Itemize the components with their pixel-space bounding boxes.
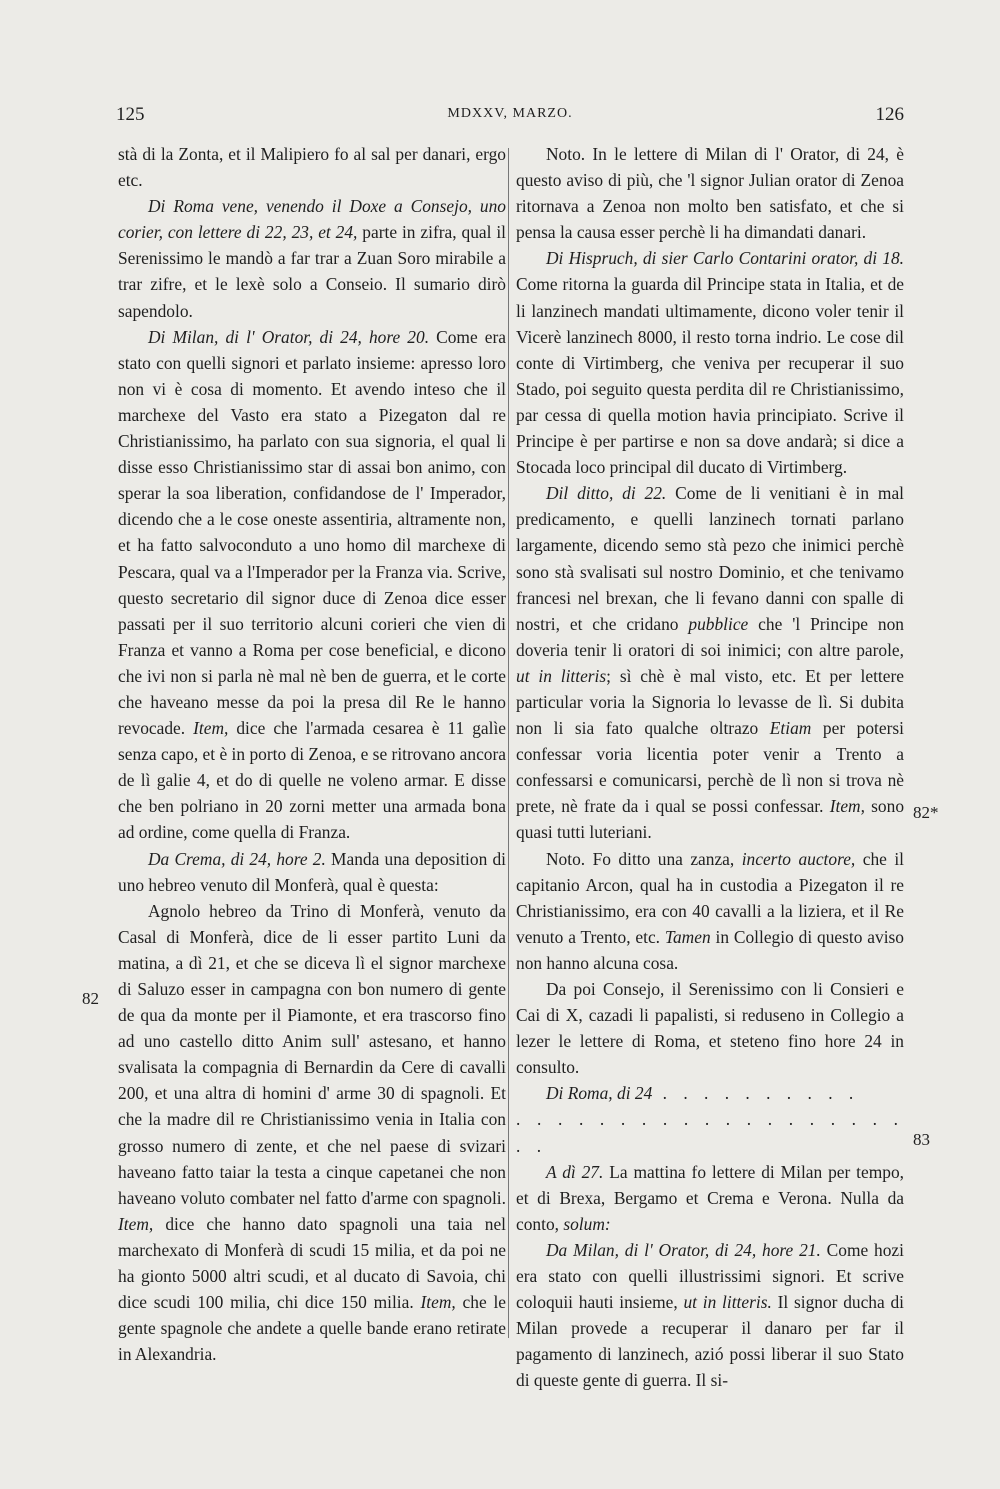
italic-text: Item, xyxy=(420,1292,456,1313)
paragraph xyxy=(118,846,506,898)
ellipsis-dots: . . . . . . . . . . xyxy=(652,1083,860,1104)
paragraph-text: Come de li venitiani è in mal predicamento, e quelli lanzinech tornati parlano largamente, dicendo semo stà pezo che inimici perchè sono stà svalisati sul nostro Dominio, et che tenivamo francesi nel brexan, che li fevano danni con spalle di nostri, et che cridano xyxy=(516,483,904,634)
heading-italic: Di Roma, di 24 xyxy=(546,1083,653,1104)
paragraph xyxy=(516,480,904,845)
running-title: MDXXV, MARZO. xyxy=(447,106,573,121)
paragraph-text: che 'l Principe non doveria tenir li oratori di soi inimici; con altre parole, xyxy=(516,613,905,660)
paragraph xyxy=(118,324,506,846)
paragraph xyxy=(516,245,904,480)
paragraph xyxy=(118,898,506,1368)
italic-text: Item, xyxy=(118,1213,154,1234)
paragraph-text: che il capitanio Arcon, qual ha in custodia a Pizegaton il re Christianissimo, era con 40 cavalli a la liziera, et il Re venuto a Trento, etc. xyxy=(516,848,904,947)
italic-text: Etiam xyxy=(769,718,812,739)
heading-italic: A dì 27. xyxy=(546,1161,604,1182)
page-header xyxy=(116,104,904,132)
heading-italic: Di Roma vene, venendo il Doxe a Consejo, uno corier, con lettere di 22, 23, et 24, xyxy=(118,196,506,243)
paragraph-text: dice che hanno dato spagnoli una taia nel marchexato di Monferà di scudi 15 milia, et da poi ne ha gionto 5000 altri scudi, et al ducato di Savoia, chi dice scudi 100 milia, chi dice 150 milia. xyxy=(118,1213,506,1313)
italic-text: Item, xyxy=(193,718,229,739)
paragraph-text: dice che l'armada cesarea è 11 galìe senza capo, et è in porto di Zenoa, e se ritrovano ancora de lì galie 4, et do di quelle ne voleno armar. E disse che ben polriano in 20 zorni metter una armada bona ad ordine, come quella di Franza. xyxy=(118,718,506,843)
paragraph-text: parte in zifra, qual il Serenissimo le mandò a far trar a Zuan Soro mirabile a trar zifre, et le lexè solo a Conseio. Il sumario dirò sapendolo. xyxy=(118,222,506,321)
paragraph xyxy=(516,1237,904,1394)
left-column xyxy=(118,141,506,1367)
paragraph-text: La mattina fo lettere di Milan per tempo, et di Brexa, Bergamo et Crema e Verona. Nulla da conto, xyxy=(516,1161,904,1234)
paragraph-text: Come hozi era stato con quelli illustrissimi signori. Et scrive coloquii hauti insieme, xyxy=(516,1239,904,1313)
paragraph: Noto. In le lettere di Milan di l' Orator, di 24, è questo aviso di più, che 'l signor Julian orator di Zenoa ritornava a Zenoa non molto ben satisfato, et che si pensa la causa esser perchè li ha dimandati danari. xyxy=(516,144,904,243)
paragraph xyxy=(516,1080,904,1106)
margin-number-left: 82 xyxy=(82,989,99,1008)
italic-text: ut in litteris xyxy=(516,665,607,686)
margin-number-right: 83 xyxy=(913,1130,930,1149)
heading-italic: Dil ditto, di 22. xyxy=(546,483,667,504)
heading-italic: Di Milan, di l' Orator, di 24, hore 20. xyxy=(148,326,430,347)
paragraph-text: sono quasi tutti luteriani. xyxy=(516,796,905,843)
italic-text: ut in litteris. xyxy=(683,1292,772,1313)
heading-italic: Da Milan, di l' Orator, di 24, hore 21. xyxy=(546,1239,821,1260)
heading-italic: Di Hispruch, di sier Carlo Contarini orator, di 18. xyxy=(546,248,904,269)
margin-number-right-star: 82* xyxy=(913,803,939,822)
italic-text: Item, xyxy=(829,796,865,817)
italic-text: solum: xyxy=(563,1213,611,1234)
page-number-right: 126 xyxy=(875,104,904,125)
italic-text: pubblice xyxy=(688,613,749,634)
paragraph-text: Il signor ducha di Milan provede a recuperar il danaro per far il pagamento di lanzinech, azió possi liberar il suo Stato di queste gente di guerra. Il si- xyxy=(516,1292,905,1391)
paragraph-text: Noto. Fo ditto una zanza, xyxy=(546,848,742,869)
italic-text: incerto auctore, xyxy=(741,848,856,869)
paragraph xyxy=(516,1159,904,1237)
paragraph xyxy=(118,193,506,323)
heading-italic: Da Crema, di 24, hore 2. xyxy=(148,848,326,869)
column-divider xyxy=(508,148,509,1338)
paragraph: Da poi Consejo, il Serenissimo con li Consieri e Cai di X, cazadi li papalisti, si reduseno in Collegio a lezer le lettere di Roma, et steteno fino hore 24 in consulto. xyxy=(516,979,904,1078)
ellipsis-line: . . . . . . . . . . . . . . . . . . . . . xyxy=(516,1109,904,1156)
page-number-left: 125 xyxy=(116,104,145,125)
paragraph: stà di la Zonta, et il Malipiero fo al sal per danari, ergo etc. xyxy=(118,144,506,191)
paragraph-text: che le gente spagnole che andete a quelle bande erano retirate in Alexandria. xyxy=(118,1292,506,1365)
paragraph-text: Come era stato con quelli signori et parlato insieme: apresso loro non vi è cosa di momento. Et avendo inteso che il marchexe del Vasto era stato a Pizegaton dal re Christianissimo, ha parlato con sua signoria, el qual li disse esso Christianissimo star di assai bon animo, con sperar la soa liberation, confidandose de l' Imperador, dicendo che a le cose oneste assentiria, altramente non, et ha fatto salvoconduto a uno homo dil marchexe di Pescara, qual va a l'Imperador per la Franza via. Scrive, questo secretario dil signor duce di Zenoa dice esser passati per il suo territorio alcuni corieri che vien di Franza et vanno a Roma per cose beneficial, e dicono che ivi non si parla nè mal nè ben de guerra, et le corte che haveano messe da poi la presa dil Re le hanno revocade. xyxy=(118,326,506,739)
paragraph-text: per potersi confessar voria licentia poter venir a Trento a confessarsi e comunicarsi, perchè de lì non si trova nè prete, nè frate da i qual se possi confessar. xyxy=(516,718,904,817)
paragraph-text: in Collegio di questo aviso non hanno alcuna cosa. xyxy=(516,926,904,973)
italic-text: Tamen xyxy=(664,926,711,947)
paragraph-text: ; sì chè è mal visto, etc. Et per lettere particular voria la Signoria lo levasse de lì. Si dubita non li sia fato qualche oltrazo xyxy=(516,665,904,739)
paragraph-text: Manda una deposition di uno hebreo venuto dil Monferà, qual è questa: xyxy=(118,848,507,895)
paragraph xyxy=(516,846,904,976)
right-column xyxy=(516,141,904,1394)
paragraph-text: Come ritorna la guarda dil Principe stata in Italia, et de li lanzinech mandati ultimamente, dicono voler tenir il Vicerè lanzinech 8000, il resto torna indrio. Le cose dil conte di Virtimberg, che veniva per recuperar il suo Stado, poi seguito questa perdita dil re Christianissimo, par cessa di quella motion havia principiato. Scrive il Principe è per partirse e non sa dove andarà; si dice a Stocada loco principal dil ducato di Virtimberg. xyxy=(516,274,904,478)
paragraph-text: Agnolo hebreo da Trino di Monferà, venuto da Casal di Monferà, dice de li esser partito Luni da matina, a dì 21, et che se diceva lì el signor marchexe di Saluzo esser in campagna con bon numero di gente de qua da monte per il Piamonte, et era trascorso fino ad uno castello ditto Anim sull' astesano, et hanno svalisata la compagnia di Bernardin da Cere di cavalli 200, et una altra di homini d' arme 30 di spagnoli. Et che la madre dil re Christianissimo venia in Italia con grosso numero di zente, et che nel paese di svizari haveano fatto taiar la testa a cinque capetanei che non haveano voluto combater nel fatto d'arme con spagnoli. xyxy=(118,900,506,1208)
